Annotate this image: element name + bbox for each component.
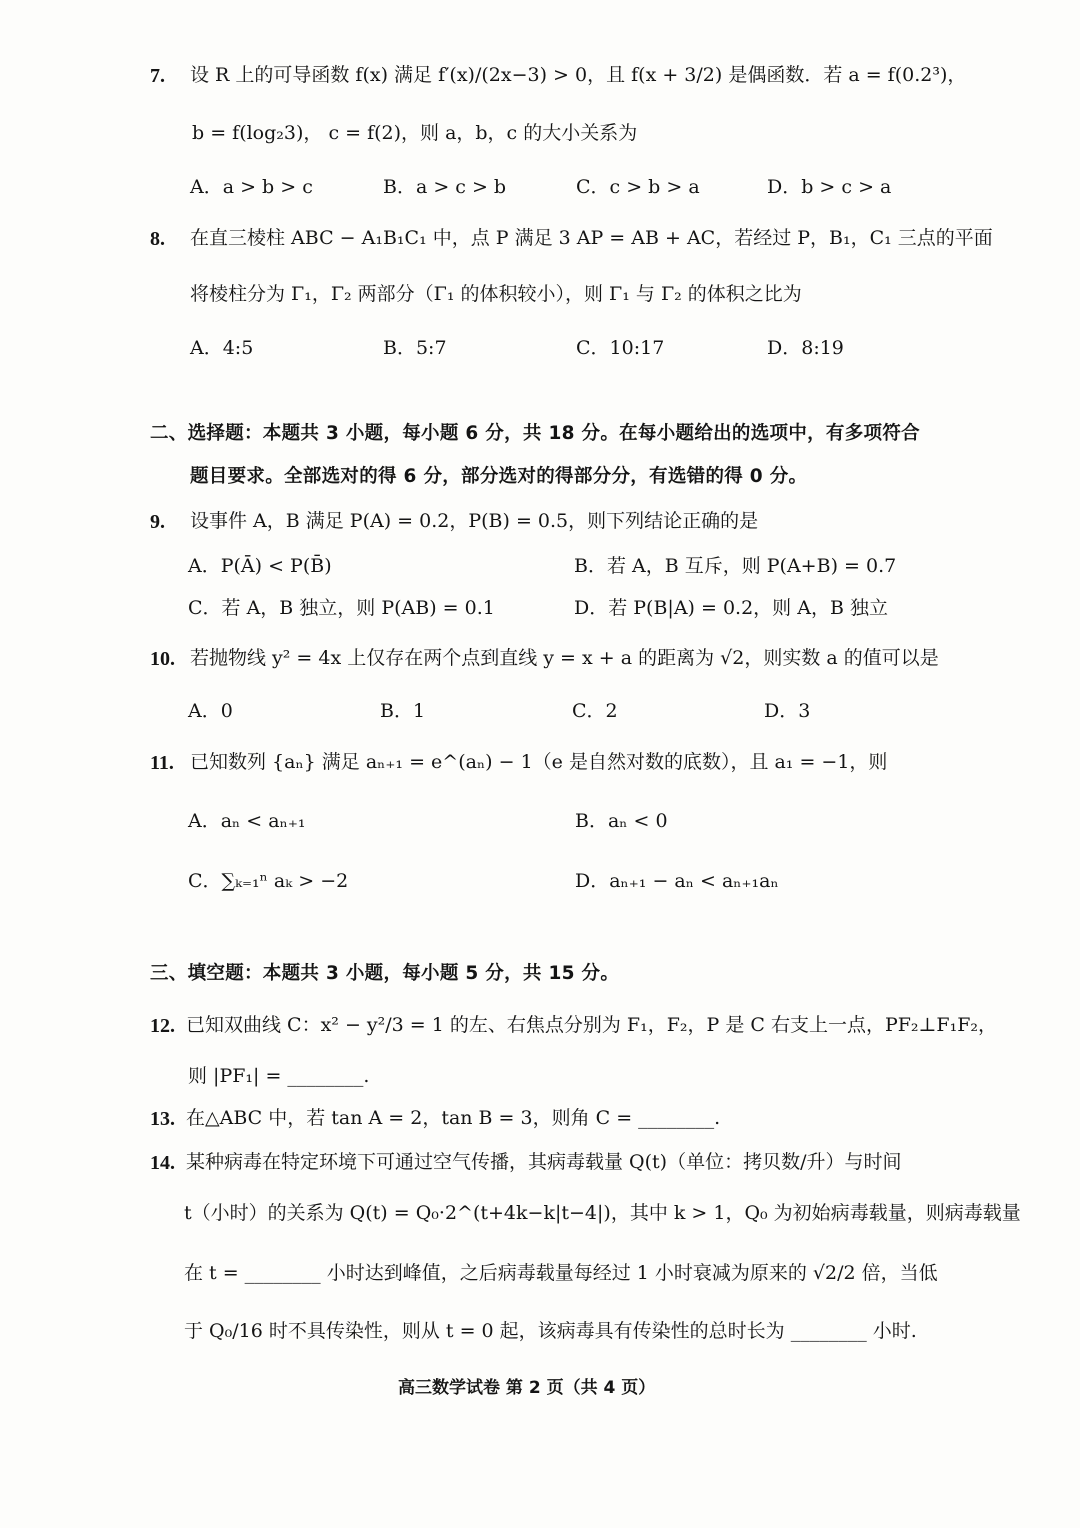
question-7-option-c: C．c > b > a [576, 176, 700, 198]
question-8-stem-line-1: 在直三棱柱 ABC − A₁B₁C₁ 中，点 P 满足 3 AP = AB + AC，若经过 P，B₁，C₁ 三点的平面 [190, 227, 993, 249]
question-14-stem-line-3: 在 t = ________ 小时达到峰值，之后病毒载量每经过 1 小时衰减为原来的 √2/2 倍，当低 [184, 1262, 938, 1284]
question-11-number: 11. [150, 752, 174, 774]
question-7-number: 7. [150, 65, 165, 87]
question-14-number: 14. [150, 1152, 175, 1174]
question-11-option-d: D．aₙ₊₁ − aₙ < aₙ₊₁aₙ [575, 870, 779, 892]
question-10-number: 10. [150, 648, 175, 670]
question-10-option-d: D．3 [764, 700, 811, 722]
question-7-option-a: A．a > b > c [190, 176, 313, 198]
question-8-stem-line-2: 将棱柱分为 Γ₁，Γ₂ 两部分（Γ₁ 的体积较小），则 Γ₁ 与 Γ₂ 的体积之比为 [190, 283, 802, 305]
question-8-option-a: A．4:5 [190, 337, 254, 359]
question-11-option-a: A．aₙ < aₙ₊₁ [188, 810, 306, 832]
question-11-option-c: C．∑ₖ₌₁ⁿ aₖ > −2 [188, 870, 349, 892]
question-8-option-b: B．5:7 [383, 337, 447, 359]
question-8-option-c: C．10:17 [576, 337, 665, 359]
question-10-option-a: A．0 [188, 700, 233, 722]
question-9-option-d: D．若 P(B|A) = 0.2，则 A，B 独立 [574, 597, 888, 619]
question-9-stem: 设事件 A，B 满足 P(A) = 0.2，P(B) = 0.5，则下列结论正确的是 [190, 510, 759, 532]
question-7-option-d: D．b > c > a [767, 176, 892, 198]
question-9-option-a: A．P(Ā) < P(B̄) [188, 555, 332, 577]
question-14-stem-line-4: 于 Q₀/16 时不具传染性，则从 t = 0 起，该病毒具有传染性的总时长为 ________ 小时. [184, 1320, 917, 1342]
question-14-stem-line-2: t（小时）的关系为 Q(t) = Q₀·2^(t+4k−k|t−4|)，其中 k > 1，Q₀ 为初始病毒载量，则病毒载量 [184, 1202, 1021, 1224]
question-12-number: 12. [150, 1015, 175, 1037]
section-2-heading-line-1: 二、选择题：本题共 3 小题，每小题 6 分，共 18 分。在每小题给出的选项中，有多项符合 [150, 423, 920, 444]
question-10-option-b: B．1 [380, 700, 426, 722]
question-7-option-b: B．a > c > b [383, 176, 507, 198]
question-13-stem: 在△ABC 中，若 tan A = 2，tan B = 3，则角 C = ________. [186, 1107, 721, 1129]
section-2-heading-line-2: 题目要求。全部选对的得 6 分，部分选对的得部分分，有选错的得 0 分。 [190, 466, 808, 487]
question-13-number: 13. [150, 1108, 175, 1130]
question-12-stem-line-2: 则 |PF₁| = ________. [188, 1065, 370, 1087]
question-10-option-c: C．2 [572, 700, 618, 722]
question-9-option-b: B．若 A，B 互斥，则 P(A+B) = 0.7 [574, 555, 897, 577]
question-7-stem-line-1: 设 R 上的可导函数 f(x) 满足 f′(x)/(2x−3) > 0，且 f(x + 3/2) 是偶函数．若 a = f(0.2³)， [190, 64, 967, 86]
question-11-option-b: B．aₙ < 0 [575, 810, 668, 832]
section-3-heading: 三、填空题：本题共 3 小题，每小题 5 分，共 15 分。 [150, 963, 620, 984]
question-7-stem-line-2: b = f(log₂3)， c = f(2)，则 a，b，c 的大小关系为 [192, 122, 638, 144]
question-8-number: 8. [150, 228, 165, 250]
page-footer: 高三数学试卷 第 2 页（共 4 页） [398, 1378, 656, 1398]
question-10-stem: 若抛物线 y² = 4x 上仅存在两个点到直线 y = x + a 的距离为 √2，则实数 a 的值可以是 [190, 647, 939, 669]
question-14-stem-line-1: 某种病毒在特定环境下可通过空气传播，其病毒载量 Q(t)（单位：拷贝数/升）与时间 [186, 1151, 902, 1173]
question-11-stem: 已知数列 {aₙ} 满足 aₙ₊₁ = e^(aₙ) − 1（e 是自然对数的底数），且 a₁ = −1，则 [190, 751, 888, 773]
question-12-stem-line-1: 已知双曲线 C：x² − y²/3 = 1 的左、右焦点分别为 F₁，F₂，P 是 C 右支上一点，PF₂⊥F₁F₂， [186, 1014, 998, 1036]
question-8-option-d: D．8:19 [767, 337, 844, 359]
question-9-number: 9. [150, 511, 165, 533]
question-9-option-c: C．若 A，B 独立，则 P(AB) = 0.1 [188, 597, 495, 619]
